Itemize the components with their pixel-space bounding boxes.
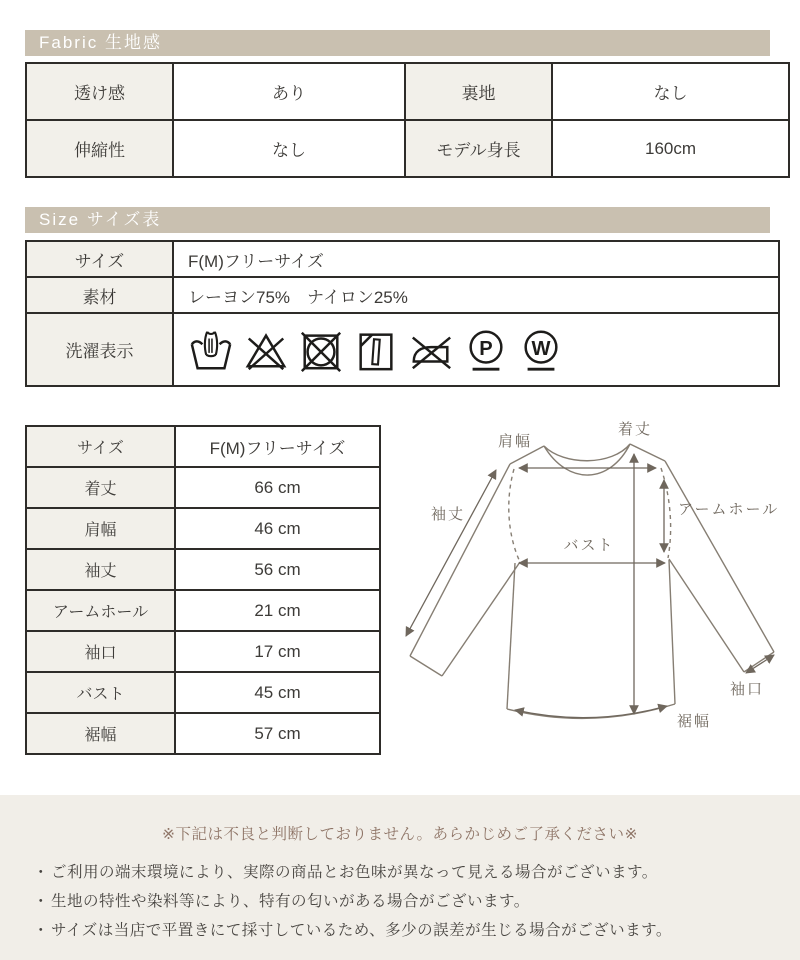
meas-label-bust: バスト <box>26 672 175 713</box>
size-section-header <box>25 207 770 233</box>
table-row <box>26 313 779 386</box>
dimension-arrows <box>406 454 774 718</box>
fabric-value-sheerness: あり <box>173 63 405 120</box>
meas-value-shoulder: 46 cm <box>175 508 380 549</box>
meas-label-sleeve: 袖丈 <box>26 549 175 590</box>
table-row <box>26 672 380 713</box>
do-not-iron-icon <box>408 327 454 373</box>
do-not-tumble-dry-icon <box>298 327 344 373</box>
table-row <box>26 590 380 631</box>
list-item <box>33 916 780 945</box>
disclaimer-list <box>0 858 800 945</box>
diagram-label-cuff: 袖口 <box>729 681 765 698</box>
bullet-marker: ・ <box>33 864 50 881</box>
bullet-marker: ・ <box>33 922 50 939</box>
size-section-title: Size サイズ表 <box>39 210 162 229</box>
table-row <box>26 120 789 177</box>
size-value: F(M)フリーサイズ <box>173 241 779 277</box>
garment-outline <box>410 444 774 718</box>
meas-label-cuff: 袖口 <box>26 631 175 672</box>
meas-value-bust: 45 cm <box>175 672 380 713</box>
disclaimer-item-text: サイズは当店で平置きにて採寸しているため、多少の誤差が生じる場合がございます。 <box>51 922 672 939</box>
material-value: レーヨン75% ナイロン25% <box>173 277 779 313</box>
table-row <box>26 508 380 549</box>
table-row <box>26 63 789 120</box>
fabric-label-stretch: 伸縮性 <box>26 120 173 177</box>
disclaimer-item-text: 生地の特性や染料等により、特有の匂いがある場合がございます。 <box>51 893 530 910</box>
meas-label-shoulder: 肩幅 <box>26 508 175 549</box>
diagram-label-sleeve: 袖丈 <box>430 506 466 523</box>
disclaimer-section <box>0 795 800 960</box>
laundry-care-icons <box>188 327 778 373</box>
table-row <box>26 631 380 672</box>
table-row <box>26 426 380 467</box>
diagram-label-bust: バスト <box>563 537 615 554</box>
meas-value-armhole: 21 cm <box>175 590 380 631</box>
meas-value-sleeve: 56 cm <box>175 549 380 590</box>
care-letter-w: W <box>531 337 551 360</box>
care-letter-p: P <box>479 337 493 360</box>
fabric-section-header <box>25 30 770 56</box>
fabric-table <box>25 62 790 178</box>
meas-label-hem: 裾幅 <box>26 713 175 754</box>
diagram-label-shoulder: 肩幅 <box>497 433 533 450</box>
hang-dry-in-shade-icon <box>353 327 399 373</box>
fabric-section-title: Fabric 生地感 <box>39 33 162 52</box>
meas-value-hem: 57 cm <box>175 713 380 754</box>
diagram-label-armhole: アームホール <box>678 501 780 518</box>
hem-width-arrow <box>515 706 667 718</box>
meas-value-cuff: 17 cm <box>175 631 380 672</box>
list-item <box>33 858 780 887</box>
disclaimer-heading: ※下記は不良と判断しておりません。あらかじめご了承ください※ <box>162 826 638 843</box>
diagram-label-hem: 裾幅 <box>676 713 712 730</box>
diagram-label-length: 着丈 <box>617 421 653 438</box>
table-row <box>26 713 380 754</box>
meas-label-length: 着丈 <box>26 467 175 508</box>
table-row <box>26 241 779 277</box>
meas-header-value: F(M)フリーサイズ <box>175 426 380 467</box>
list-item <box>33 887 780 916</box>
table-row <box>26 549 380 590</box>
meas-header-label: サイズ <box>26 426 175 467</box>
hand-wash-icon <box>188 327 234 373</box>
table-row <box>26 467 380 508</box>
fabric-value-model-height: 160cm <box>552 120 789 177</box>
bullet-marker: ・ <box>33 893 50 910</box>
disclaimer-item-text: ご利用の端末環境により、実際の商品とお色味が異なって見える場合がございます。 <box>51 864 658 881</box>
table-row <box>26 277 779 313</box>
fabric-label-sheerness: 透け感 <box>26 63 173 120</box>
meas-value-length: 66 cm <box>175 467 380 508</box>
garment-measurement-diagram <box>392 406 800 784</box>
fabric-label-lining: 裏地 <box>405 63 552 120</box>
care-label: 洗濯表示 <box>26 313 173 386</box>
size-label: サイズ <box>26 241 173 277</box>
wet-clean-w-gentle-icon <box>518 327 564 373</box>
cuff-arrow <box>746 655 774 673</box>
material-label: 素材 <box>26 277 173 313</box>
dry-clean-p-gentle-icon <box>463 327 509 373</box>
fabric-label-model-height: モデル身長 <box>405 120 552 177</box>
fabric-value-lining: なし <box>552 63 789 120</box>
do-not-bleach-icon <box>243 327 289 373</box>
meas-label-armhole: アームホール <box>26 590 175 631</box>
measurements-table <box>25 425 381 755</box>
fabric-value-stretch: なし <box>173 120 405 177</box>
sleeve-length-arrow <box>406 470 496 636</box>
size-info-table <box>25 240 780 387</box>
